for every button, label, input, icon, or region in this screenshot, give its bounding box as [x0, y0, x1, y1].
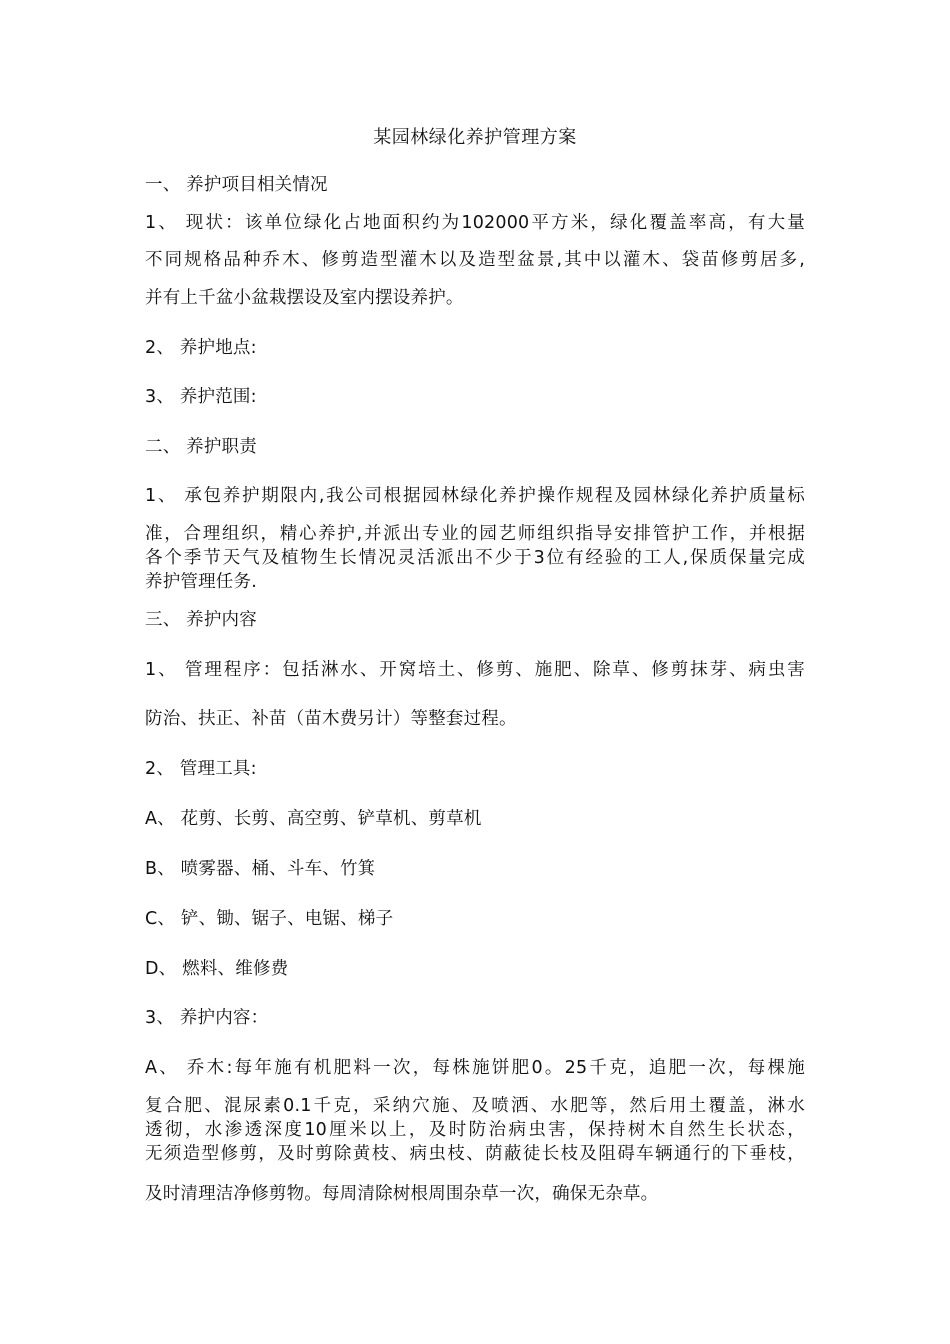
paragraph-line: 1、 现状：该单位绿化占地面积约为102000平方米，绿化覆盖率高，有大量 — [145, 213, 805, 233]
paragraph-line: 复合肥、混尿素0.1千克，采纳穴施、及喷洒、水肥等，然后用土覆盖，淋水 — [145, 1096, 805, 1116]
list-item: 2、 养护地点: — [145, 338, 257, 358]
paragraph-line: 不同规格品种乔木、修剪造型灌木以及造型盆景,其中以灌木、袋苗修剪居多, — [145, 250, 805, 270]
paragraph-line: 准，合理组织，精心养护,并派出专业的园艺师组织指导安排管护工作，并根据 — [145, 524, 805, 544]
list-item: 2、 管理工具: — [145, 759, 257, 779]
section-heading-3: 三、 养护内容 — [145, 610, 257, 630]
section-heading-1: 一、 养护项目相关情况 — [145, 175, 328, 195]
section-heading-2: 二、 养护职责 — [145, 437, 257, 457]
list-item: 3、 养护内容： — [145, 1008, 269, 1028]
list-item: D、 燃料、维修费 — [145, 959, 289, 979]
paragraph-line: 防治、扶正、补苗（苗木费另计）等整套过程。 — [145, 709, 517, 729]
list-item: A、 花剪、长剪、高空剪、铲草机、剪草机 — [145, 809, 482, 829]
paragraph-line: 养护管理任务. — [145, 572, 257, 592]
list-item: B、 喷雾器、桶、斗车、竹箕 — [145, 859, 376, 879]
paragraph-line: 及时清理洁净修剪物。每周清除树根周围杂草一次，确保无杂草。 — [145, 1184, 659, 1204]
paragraph-line: 各个季节天气及植物生长情况灵活派出不少于3位有经验的工人,保质保量完成 — [145, 548, 805, 568]
paragraph-line: 透彻，水渗透深度10厘米以上，及时防治病虫害，保持树木自然生长状态， — [145, 1120, 805, 1140]
list-item: C、 铲、锄、锯子、电锯、梯子 — [145, 909, 394, 929]
paragraph-line: 无须造型修剪，及时剪除黄枝、病虫枝、荫蔽徒长枝及阻碍车辆通行的下垂枝， — [145, 1144, 805, 1164]
document-title: 某园林绿化养护管理方案 — [373, 127, 577, 148]
paragraph-line: 并有上千盆小盆栽摆设及室内摆设养护。 — [145, 288, 464, 308]
list-item: 3、 养护范围: — [145, 387, 257, 407]
paragraph-line: 1、 承包养护期限内,我公司根据园林绿化养护操作规程及园林绿化养护质量标 — [145, 486, 805, 506]
paragraph-line: A、 乔木:每年施有机肥料一次，每株施饼肥0。25千克，追肥一次，每棵施 — [145, 1058, 805, 1078]
paragraph-line: 1、 管理程序：包括淋水、开窝培土、修剪、施肥、除草、修剪抹芽、病虫害 — [145, 660, 805, 680]
